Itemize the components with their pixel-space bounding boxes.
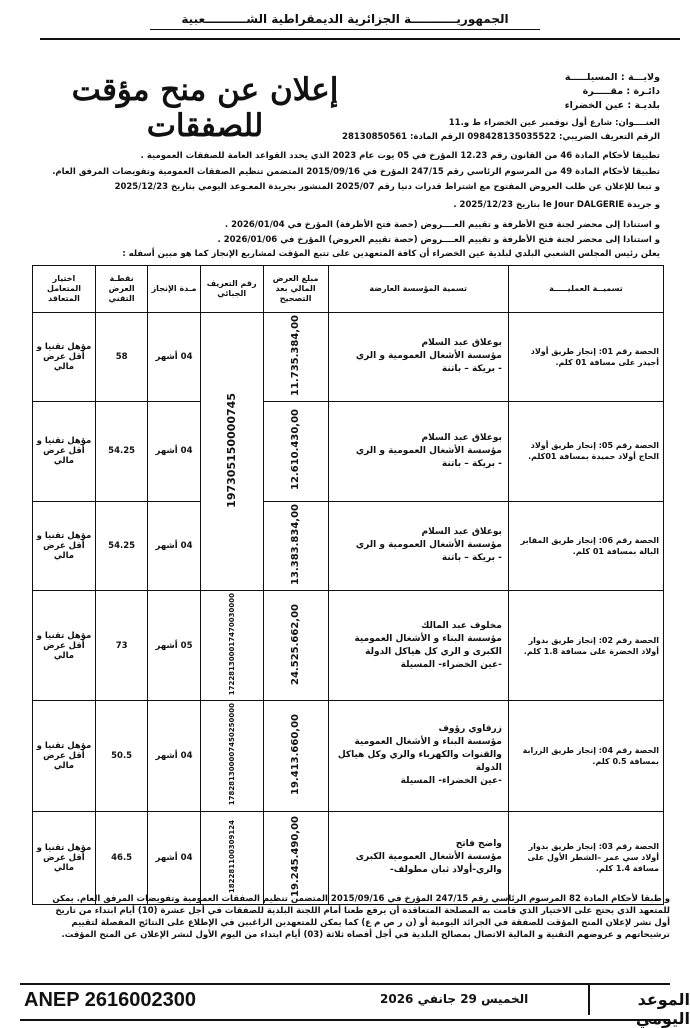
- legal-paragraph-4: و جريدة le Jour DALGERIE بتاريخ 2025/12/23 .: [453, 200, 660, 210]
- amount-value: 13.383.834,00: [290, 503, 302, 585]
- company-cell: [328, 590, 508, 700]
- company-location: والري-أولاد ثبان مطولف-: [390, 865, 502, 876]
- score-cell: 73: [95, 590, 147, 700]
- appeal-paragraph: و طبقا لأحكام المادة 82 المرسوم الرئاسي رقم 247/15 المؤرخ في 2015/09/16 المتضمن تنظيم الصفقات العمومية وتفويضات المرفق العام. يمكن للمتعهد الذي يحتج على الاختيار الذي قامت به المصلحة المتعاقدة أن يرفع طعنا أمام اللجنة البلدية للصفقات في أجل عشرة (10) أيام ابتداء من تاريخ أول نشر لإعلان المنح المؤقت للصفقة في الجرائد اليومية أو (ن ر ص م ع) كما يمكن للمتعهدين الراغبين في الإطلاع على النتائج المفصلة لتقييم ترشيحاتهم و عروضهم التقنية و المالية الاتصال بمصالح البلدية في أجل أقصاه ثلاثة (03) أيام ابتداء من اليوم الأول لنشر الإعلان عن المنح المؤقت.: [52, 894, 670, 940]
- tax-id-value: 197305150000745: [225, 392, 239, 508]
- table-row: [33, 590, 664, 700]
- company-type: مؤسسة البناء و الأشغال العمومية الكبرى و الري كل هياكل الدولة: [354, 633, 502, 657]
- header-duration: مـدة الإنجاز: [148, 266, 200, 313]
- company-location: - بريكة – باتنة: [441, 458, 502, 469]
- top-divider: [40, 38, 680, 40]
- publication-date: الخميس 29 جانفي 2026: [380, 992, 529, 1006]
- score-cell: 54.25: [95, 401, 147, 501]
- company-cell: [328, 701, 508, 811]
- tax-id-cell: [200, 313, 263, 591]
- criteria-cell: مؤهل تقنيا و أقل عرض مالي: [33, 313, 96, 402]
- amount-cell: [263, 401, 328, 501]
- wilaya-label: ولايـــة : المسيلـــــة: [564, 72, 660, 83]
- score-cell: 58: [95, 313, 147, 402]
- duration-cell: 04 أشهر: [148, 313, 200, 402]
- tax-id-cell: [200, 701, 263, 811]
- duration-cell: 04 أشهر: [148, 811, 200, 904]
- company-type: مؤسسة الأشغال العمومية و الري: [355, 540, 502, 551]
- legal-paragraph-3: و تبعا للإعلان عن طلب العروض المفتوح مع اشتراط قدرات دنيا رقم 2025/07 المنشور بجريدة المعـوعد اليومي بتاريخ 2025/12/23: [114, 182, 660, 192]
- duration-cell: 04 أشهر: [148, 701, 200, 811]
- header-criteria: اختيار المتعامل المتعاقد: [33, 266, 96, 313]
- amount-cell: [263, 313, 328, 402]
- company-type: مؤسسة الأشغال العمومية و الري: [355, 445, 502, 456]
- operation-cell: الحصة رقم 06: إنجاز طريق المقابر البالة بمسافة 01 كلم.: [508, 501, 663, 590]
- table-row: [33, 701, 664, 811]
- company-name: واضح فاتح: [455, 839, 502, 850]
- criteria-cell: مؤهل تقنيا و أقل عرض مالي: [33, 590, 96, 700]
- amount-value: 19.245.490,00: [290, 815, 302, 897]
- score-cell: 54.25: [95, 501, 147, 590]
- anep-code: ANEP 2616002300: [24, 989, 196, 1011]
- company-type: مؤسسة البناء و الأشغال العمومية والقنوات والكهرباء والري وكل هياكل الدولة: [337, 737, 502, 774]
- republic-header: الجمهوريـــــــــــة الجزائرية الديمقراطية الشــــــــــعبية: [150, 12, 540, 30]
- table-header-row: [33, 266, 664, 313]
- legal-paragraph-5: و استنادا إلى محضر لجنة فتح الأظرفة و تقييم العــــروض (حصة فتح الأظرفة) المؤرخ في 2026/01/04 .: [224, 220, 660, 230]
- legal-paragraph-7: يعلن رئيس المجلس الشعبي البلدي لبلدية عين الخضراء أن كافة المتعهدين على تتبع المؤقت لمشاريع الإنجاز كما هو مبين أسفله :: [122, 249, 660, 259]
- commune-label: بلديـة : عين الخضراء: [564, 100, 660, 111]
- announcement-title: إعلان عن منح مؤقت للصفقات: [71, 72, 339, 144]
- daira-label: دائـرة : مقـــــرة: [582, 86, 660, 97]
- company-location: - بريكة – باتنة: [441, 364, 502, 375]
- amount-cell: [263, 590, 328, 700]
- operation-cell: الحصة رقم 04: إنجاز طريق الزرابة بمسافة 0.5 كلم.: [508, 701, 663, 811]
- company-cell: [328, 501, 508, 590]
- amount-value: 11.735.384,00: [290, 315, 302, 396]
- company-name: بوعلاق عبد السلام: [421, 338, 502, 349]
- amount-value: 12.610.430,00: [290, 409, 302, 491]
- footer-separator: [588, 985, 590, 1015]
- company-location: - بريكة – باتنة: [441, 553, 502, 564]
- duration-cell: 04 أشهر: [148, 501, 200, 590]
- criteria-cell: مؤهل تقنيا و أقل عرض مالي: [33, 811, 96, 904]
- amount-cell: [263, 811, 328, 904]
- company-name: بوعلاق عبد السلام: [421, 527, 502, 538]
- legal-paragraph-2: تطبيقا لأحكام المادة 49 من المرسوم الرئاسي رقم 247/15 المؤرخ في 2015/09/16 المتضمن تنظيم الصفقات العمومية وتفويضات المرفق العام.: [52, 167, 660, 177]
- amount-value: 19.413.660,00: [290, 713, 302, 795]
- legal-paragraph-1: تطبيقا لأحكام المادة 46 من القانون رقم 12.23 المؤرخ في 05 يوت عام 2023 الذي يحدد القواعد العامة للصفقات العمومية .: [140, 151, 660, 161]
- header-operation: تسميــة العمليـــــة: [508, 266, 663, 313]
- tax-id-value: 182281100309124: [227, 819, 236, 893]
- header-company: تسمية المؤسسة العارضة: [328, 266, 508, 313]
- newspaper-name: الموعد اليومي: [635, 990, 690, 1028]
- operation-cell: الحصة رقم 03: إنجاز طريق بدوار أولاد سي عمر –الشطر الأول على مسافة 1.4 كلم.: [508, 811, 663, 904]
- duration-cell: 04 أشهر: [148, 401, 200, 501]
- company-type: مؤسسة الأشغال العمومية الكبرى: [355, 852, 502, 863]
- score-cell: 50.5: [95, 701, 147, 811]
- tax-id-value: 172281300017470030000: [227, 592, 236, 696]
- company-location: -عين الخضراء- المسيلة: [400, 776, 502, 787]
- address-line: العنــــوان: شارع أول نوفمبر عين الخضراء ط و.11: [448, 118, 660, 128]
- company-name: زرقاوي رؤوف: [438, 724, 502, 735]
- amount-value: 24.525.662,00: [290, 603, 302, 685]
- tax-id-cell: [200, 811, 263, 904]
- table-row: [33, 811, 664, 904]
- company-name: بوعلاق عبد السلام: [421, 432, 502, 443]
- operation-cell: الحصة رقم 02: إنجاز طريق بدوار أولاد الخضرة على مسافة 1.8 كلم.: [508, 590, 663, 700]
- operation-cell: الحصة رقم 05: إنجاز طريق أولاد الحاج أولاد حميدة بمسافة 01كلم.: [508, 401, 663, 501]
- table-row: [33, 501, 664, 590]
- header-score: نقطـة العرض التقني: [95, 266, 147, 313]
- operation-cell: الحصة رقم 01: إنجاز طريق أولاد أجيدر على مسافة 01 كلم.: [508, 313, 663, 402]
- score-cell: 46.5: [95, 811, 147, 904]
- company-cell: [328, 313, 508, 402]
- criteria-cell: مؤهل تقنيا و أقل عرض مالي: [33, 401, 96, 501]
- header-tax-id: رقم التعريف الجبائي: [200, 266, 263, 313]
- table-row: [33, 313, 664, 402]
- company-type: مؤسسة الأشغال العمومية و الري: [355, 351, 502, 362]
- tax-id-value: 178281300007450250000: [227, 703, 236, 806]
- criteria-cell: مؤهل تقنيا و أقل عرض مالي: [33, 501, 96, 590]
- company-cell: [328, 401, 508, 501]
- table-row: [33, 401, 664, 501]
- criteria-cell: مؤهل تقنيا و أقل عرض مالي: [33, 701, 96, 811]
- tax-id-line: الرقم التعريف الضريبي: 098428135035522 الرقم المادة: 28130850561: [342, 132, 660, 142]
- amount-cell: [263, 501, 328, 590]
- award-table: [32, 265, 664, 905]
- header-amount: مبلغ العرض المالي بعد التصحيح: [263, 266, 328, 313]
- amount-cell: [263, 701, 328, 811]
- company-location: -عين الخضراء- المسيلة: [400, 659, 502, 670]
- legal-paragraph-6: و استنادا إلى محضر لجنة فتح الأظرفة و تقييم العــــروض (حصة تقييم العروض) المؤرخ في 2026/01/06 .: [217, 235, 660, 245]
- duration-cell: 05 أشهر: [148, 590, 200, 700]
- company-name: مخلوف عبد المالك: [421, 620, 502, 631]
- tax-id-cell: [200, 590, 263, 700]
- company-cell: [328, 811, 508, 904]
